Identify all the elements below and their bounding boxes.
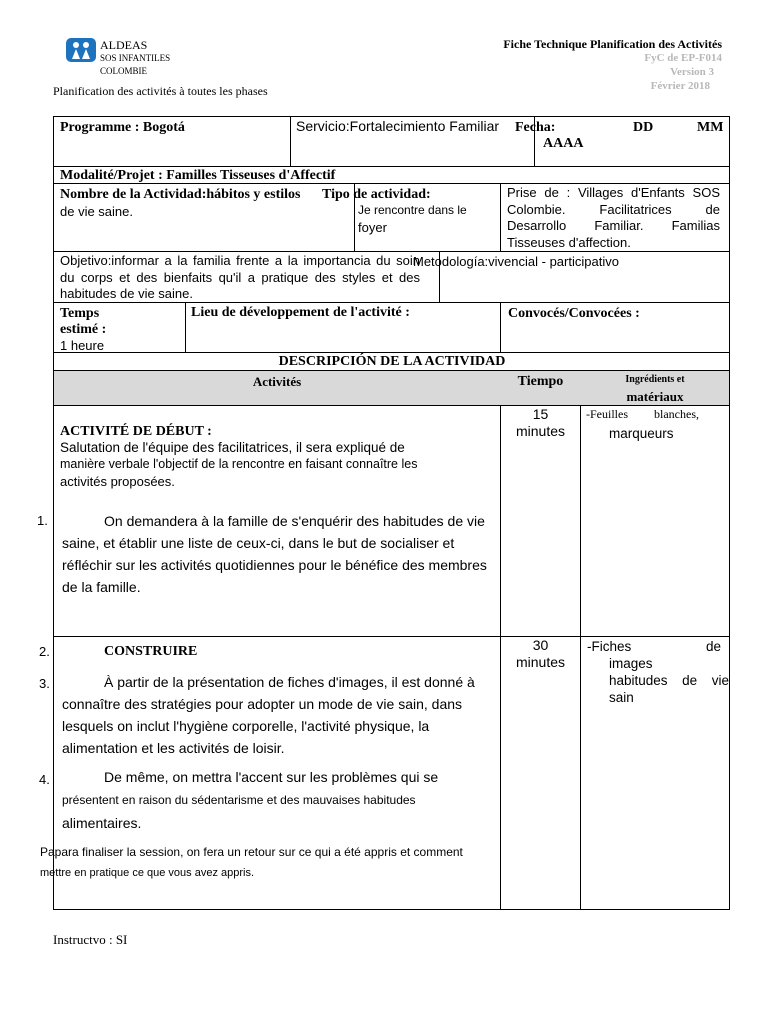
fecha-dd: DD bbox=[633, 120, 654, 135]
convoques-label: Convocés/Convocées : bbox=[508, 306, 640, 321]
temps-label-1: Temps bbox=[60, 306, 100, 321]
org-name-line3: COLOMBIE bbox=[100, 66, 147, 76]
lieu-label: Lieu de développement de l'activité : bbox=[191, 305, 410, 320]
construire-title: CONSTRUIRE bbox=[104, 644, 198, 659]
col-ingredients-header-2: matériaux bbox=[626, 389, 684, 404]
materiaux-1-line1: -Feuilles blanches, bbox=[586, 407, 699, 421]
final-text-2: mettre en pratique ce que vous avez appris. bbox=[40, 867, 255, 879]
col-activites-header: Activités bbox=[252, 374, 302, 389]
col-tiempo-header: Tiempo bbox=[517, 374, 564, 389]
page-subtitle: Planification des activités à toutes les phases bbox=[53, 84, 268, 98]
fecha-aaaa: AAAA bbox=[543, 136, 584, 151]
doc-date: Février 2018 bbox=[650, 80, 710, 92]
materiaux-2-line4: sain bbox=[609, 690, 634, 705]
item4-number: 4. bbox=[39, 772, 50, 787]
materiaux-2-line3: habitudes de vie bbox=[609, 673, 729, 688]
item4-text-2: présentent en raison du sédentarisme et des mauvaises habitudes bbox=[62, 793, 416, 807]
modalite-cell: Modalité/Projet : Familles Tisseuses d'Affectif bbox=[60, 168, 336, 183]
tiempo-2-unit: minutes bbox=[515, 654, 566, 670]
tipo-actividad-label: Tipo de actividad: bbox=[322, 187, 431, 202]
materiaux-2-line2: images bbox=[609, 656, 653, 671]
nombre-actividad-value: de vie saine. bbox=[60, 204, 133, 219]
tipo-actividad-value-1: Je rencontre dans le bbox=[358, 203, 467, 217]
item2-number: 2. bbox=[39, 644, 50, 659]
temps-label-2: estimé : bbox=[60, 322, 107, 337]
objetivo-cell: Objetivo:informar a la familia frente a la importancia du soin du corps et des bienfaits qu'il a pratique des styles et des habitudes de vie saine. bbox=[60, 253, 420, 301]
servicio-cell: Servicio:Fortalecimiento Familiar bbox=[296, 118, 500, 134]
tiempo-1-value: 15 bbox=[532, 406, 549, 422]
item1-text: On demandera à la famille de s'enquérir des habitudes de vie saine, et établir une liste de ceux-ci, dans le but de socialiser et réfléchir sur les activités quotidiennes pour le bénéfice des membres de la famille. bbox=[62, 513, 487, 595]
materiaux-2-line1: -Fiches bbox=[587, 639, 632, 654]
doc-title: Fiche Technique Planification des Activités bbox=[503, 37, 722, 51]
item1-number: 1. bbox=[37, 513, 48, 528]
programme-cell: Programme : Bogotá bbox=[60, 120, 185, 135]
fecha-mm: MM bbox=[697, 120, 724, 135]
tiempo-2-value: 30 bbox=[532, 637, 549, 653]
final-text-1: Papara finaliser la session, on fera un retour sur ce qui a été appris et comment bbox=[40, 845, 463, 859]
instructivo-footer: Instructvo : SI bbox=[53, 932, 128, 947]
item3-number: 3. bbox=[39, 676, 50, 691]
debut-title: ACTIVITÉ DE DÉBUT : bbox=[60, 424, 212, 439]
doc-code: FyC de EP-F014 bbox=[644, 52, 722, 64]
item4-text-1: De même, on mettra l'accent sur les problèmes qui se bbox=[104, 769, 439, 785]
metodologia-cell: Metodología:vivencial - participativo bbox=[413, 254, 619, 269]
org-name-line2: SOS INFANTILES bbox=[100, 53, 171, 63]
col-ingredients-header-1: Ingrédients et bbox=[625, 374, 685, 385]
materiaux-2-line1b: de bbox=[706, 639, 722, 654]
materiaux-1-line2: marqueurs bbox=[609, 426, 674, 441]
doc-version: Version 3 bbox=[670, 66, 714, 78]
debut-text-2: manière verbale l'objectif de la rencontre en faisant connaître les bbox=[60, 457, 418, 471]
description-title: DESCRIPCIÓN DE LA ACTIVIDAD bbox=[278, 354, 506, 369]
nombre-actividad-label: Nombre de la Actividad:hábitos y estilos bbox=[60, 187, 301, 202]
item4-text-3: alimentaires. bbox=[62, 815, 142, 831]
fecha-label: Fecha: bbox=[515, 120, 556, 135]
org-name-line1: ALDEAS bbox=[100, 38, 148, 52]
item3-text: À partir de la présentation de fiches d'images, il est donné à connaître des stratégies pour adopter un mode de vie sain, dans lesquels on inclut l'hygiène corporelle, l'activité physique, la alimentation et les activités de loisir. bbox=[62, 674, 475, 756]
debut-text-3: activités proposées. bbox=[60, 474, 175, 489]
prise-cell: Prise de : Villages d'Enfants SOS Colombie. Facilitatrices de Desarrollo Familiar. Familias Tisseuses d'affection. bbox=[507, 185, 720, 250]
tipo-actividad-value-2: foyer bbox=[358, 220, 387, 235]
tiempo-1-unit: minutes bbox=[515, 423, 566, 439]
debut-text-1: Salutation de l'équipe des facilitatrices, il sera expliqué de bbox=[60, 440, 405, 455]
sos-children-logo-icon bbox=[66, 38, 96, 62]
temps-value: 1 heure bbox=[60, 338, 105, 353]
